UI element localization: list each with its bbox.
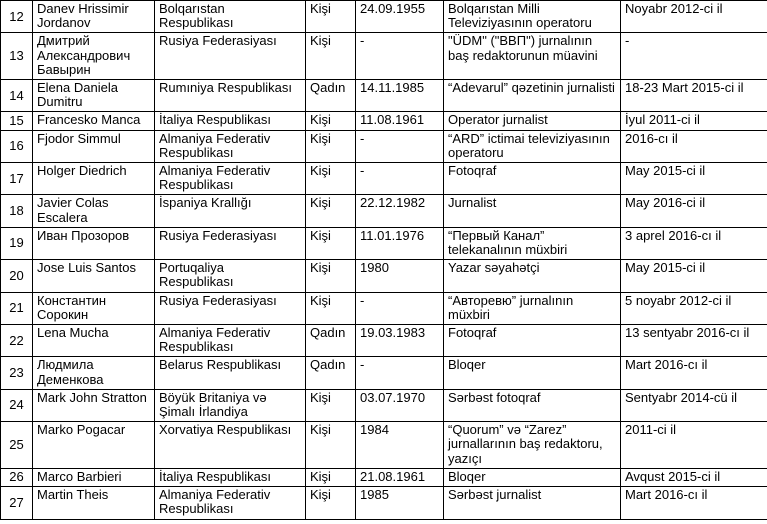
cell-occupation: Operator jurnalist	[444, 112, 621, 130]
cell-dob: 22.12.1982	[356, 195, 444, 227]
cell-gender: Kişi	[306, 227, 356, 259]
cell-country: Almaniya Federativ Respublikası	[155, 487, 306, 519]
cell-occupation: Fotoqraf	[444, 325, 621, 357]
cell-num: 20	[1, 260, 33, 292]
cell-occupation: Bloqer	[444, 357, 621, 389]
cell-name: Jose Luis Santos	[33, 260, 155, 292]
cell-name: Marco Barbieri	[33, 468, 155, 486]
cell-gender: Kişi	[306, 112, 356, 130]
cell-period: May 2015-ci il	[621, 260, 767, 292]
cell-name: Danev Hrissimir Jordanov	[33, 1, 155, 33]
cell-period: Mart 2016-cı il	[621, 487, 767, 519]
cell-name: Fjodor Simmul	[33, 130, 155, 162]
cell-name: Иван Прозоров	[33, 227, 155, 259]
cell-period: 13 sentyabr 2016-cı il	[621, 325, 767, 357]
cell-occupation: Fotoqraf	[444, 163, 621, 195]
cell-num: 23	[1, 357, 33, 389]
cell-country: Bolqarıstan Respublikası	[155, 1, 306, 33]
cell-gender: Kişi	[306, 422, 356, 469]
cell-gender: Kişi	[306, 389, 356, 421]
table-row	[1, 33, 767, 80]
cell-name: Javier Colas Escalera	[33, 195, 155, 227]
cell-name: Дмитрий Александрович Бавырин	[33, 33, 155, 80]
table-row	[1, 325, 767, 357]
cell-num: 12	[1, 1, 33, 33]
cell-occupation: “Авторевю” jurnalının müxbiri	[444, 292, 621, 324]
cell-dob: -	[356, 33, 444, 80]
cell-dob: -	[356, 357, 444, 389]
cell-period: İyul 2011-ci il	[621, 112, 767, 130]
cell-dob: 14.11.1985	[356, 80, 444, 112]
cell-name: Mark John Stratton	[33, 389, 155, 421]
table-row	[1, 357, 767, 389]
cell-name: Lena Mucha	[33, 325, 155, 357]
cell-num: 17	[1, 163, 33, 195]
cell-country: Almaniya Federativ Respublikası	[155, 163, 306, 195]
table-row	[1, 487, 767, 519]
cell-num: 26	[1, 468, 33, 486]
cell-gender: Qadın	[306, 325, 356, 357]
cell-gender: Kişi	[306, 33, 356, 80]
cell-num: 15	[1, 112, 33, 130]
cell-period: 5 noyabr 2012-ci il	[621, 292, 767, 324]
cell-occupation: Sərbəst fotoqraf	[444, 389, 621, 421]
cell-dob: 11.01.1976	[356, 227, 444, 259]
cell-country: Rumıniya Respublikası	[155, 80, 306, 112]
cell-gender: Qadın	[306, 357, 356, 389]
cell-num: 14	[1, 80, 33, 112]
cell-name: Marko Pogacar	[33, 422, 155, 469]
cell-period: May 2016-ci il	[621, 195, 767, 227]
table-row	[1, 468, 767, 486]
table-row	[1, 389, 767, 421]
cell-name: Martin Theis	[33, 487, 155, 519]
table-row	[1, 112, 767, 130]
cell-occupation: Yazar səyahətçi	[444, 260, 621, 292]
cell-gender: Kişi	[306, 292, 356, 324]
cell-num: 25	[1, 422, 33, 469]
cell-period: 3 aprel 2016-cı il	[621, 227, 767, 259]
cell-country: Portuqaliya Respublikası	[155, 260, 306, 292]
cell-dob: 03.07.1970	[356, 389, 444, 421]
cell-gender: Kişi	[306, 130, 356, 162]
cell-country: Rusiya Federasiyası	[155, 227, 306, 259]
table-row	[1, 80, 767, 112]
cell-occupation: “Adevarul” qəzetinin jurnalisti	[444, 80, 621, 112]
table-row	[1, 1, 767, 33]
cell-dob: 1984	[356, 422, 444, 469]
cell-period: -	[621, 33, 767, 80]
cell-dob: 1980	[356, 260, 444, 292]
cell-period: Avqust 2015-ci il	[621, 468, 767, 486]
cell-period: 18-23 Mart 2015-ci il	[621, 80, 767, 112]
table-row	[1, 130, 767, 162]
cell-country: Almaniya Federativ Respublikası	[155, 130, 306, 162]
cell-dob: 21.08.1961	[356, 468, 444, 486]
cell-occupation: Jurnalist	[444, 195, 621, 227]
cell-dob: 19.03.1983	[356, 325, 444, 357]
table-row	[1, 195, 767, 227]
cell-country: Böyük Britaniya və Şimalı İrlandiya	[155, 389, 306, 421]
cell-num: 19	[1, 227, 33, 259]
cell-occupation: Bloqer	[444, 468, 621, 486]
cell-period: 2016-cı il	[621, 130, 767, 162]
cell-country: Rusiya Federasiyası	[155, 292, 306, 324]
cell-occupation: “Quorum” və “Zarez” jurnallarının baş redaktoru, yazıçı	[444, 422, 621, 469]
cell-dob: -	[356, 292, 444, 324]
cell-gender: Kişi	[306, 260, 356, 292]
cell-occupation: "ÜDM" ("ВВП") jurnalının baş redaktorunun müavini	[444, 33, 621, 80]
cell-country: İspaniya Krallığı	[155, 195, 306, 227]
cell-period: Mart 2016-cı il	[621, 357, 767, 389]
cell-dob: -	[356, 163, 444, 195]
cell-country: Belarus Respublikası	[155, 357, 306, 389]
cell-period: Noyabr 2012-ci il	[621, 1, 767, 33]
table-body	[1, 1, 767, 520]
cell-num: 18	[1, 195, 33, 227]
table-row	[1, 292, 767, 324]
cell-period: May 2015-ci il	[621, 163, 767, 195]
cell-occupation: “ARD” ictimai televiziyasının operatoru	[444, 130, 621, 162]
cell-gender: Qadın	[306, 80, 356, 112]
cell-period: 2011-ci il	[621, 422, 767, 469]
cell-period: Sentyabr 2014-cü il	[621, 389, 767, 421]
cell-gender: Kişi	[306, 195, 356, 227]
cell-occupation: Bolqarıstan Milli Televiziyasının operatoru	[444, 1, 621, 33]
cell-occupation: “Первый Канал” telekanalının müxbiri	[444, 227, 621, 259]
cell-dob: 11.08.1961	[356, 112, 444, 130]
cell-num: 13	[1, 33, 33, 80]
table-row	[1, 227, 767, 259]
cell-num: 21	[1, 292, 33, 324]
table-row	[1, 163, 767, 195]
cell-name: Константин Сорокин	[33, 292, 155, 324]
table-row	[1, 260, 767, 292]
cell-country: Rusiya Federasiyası	[155, 33, 306, 80]
cell-num: 24	[1, 389, 33, 421]
cell-name: Francesko Manca	[33, 112, 155, 130]
cell-country: Almaniya Federativ Respublikası	[155, 325, 306, 357]
cell-gender: Kişi	[306, 487, 356, 519]
cell-occupation: Sərbəst jurnalist	[444, 487, 621, 519]
cell-gender: Kişi	[306, 468, 356, 486]
cell-dob: 1985	[356, 487, 444, 519]
cell-num: 16	[1, 130, 33, 162]
cell-gender: Kişi	[306, 1, 356, 33]
cell-country: Xorvatiya Respublikası	[155, 422, 306, 469]
cell-dob: -	[356, 130, 444, 162]
cell-name: Elena Daniela Dumitru	[33, 80, 155, 112]
cell-dob: 24.09.1955	[356, 1, 444, 33]
cell-country: İtaliya Respublikası	[155, 112, 306, 130]
cell-name: Holger Diedrich	[33, 163, 155, 195]
cell-num: 27	[1, 487, 33, 519]
cell-name: Людмила Деменкова	[33, 357, 155, 389]
cell-gender: Kişi	[306, 163, 356, 195]
cell-country: İtaliya Respublikası	[155, 468, 306, 486]
cell-num: 22	[1, 325, 33, 357]
table-row	[1, 422, 767, 469]
